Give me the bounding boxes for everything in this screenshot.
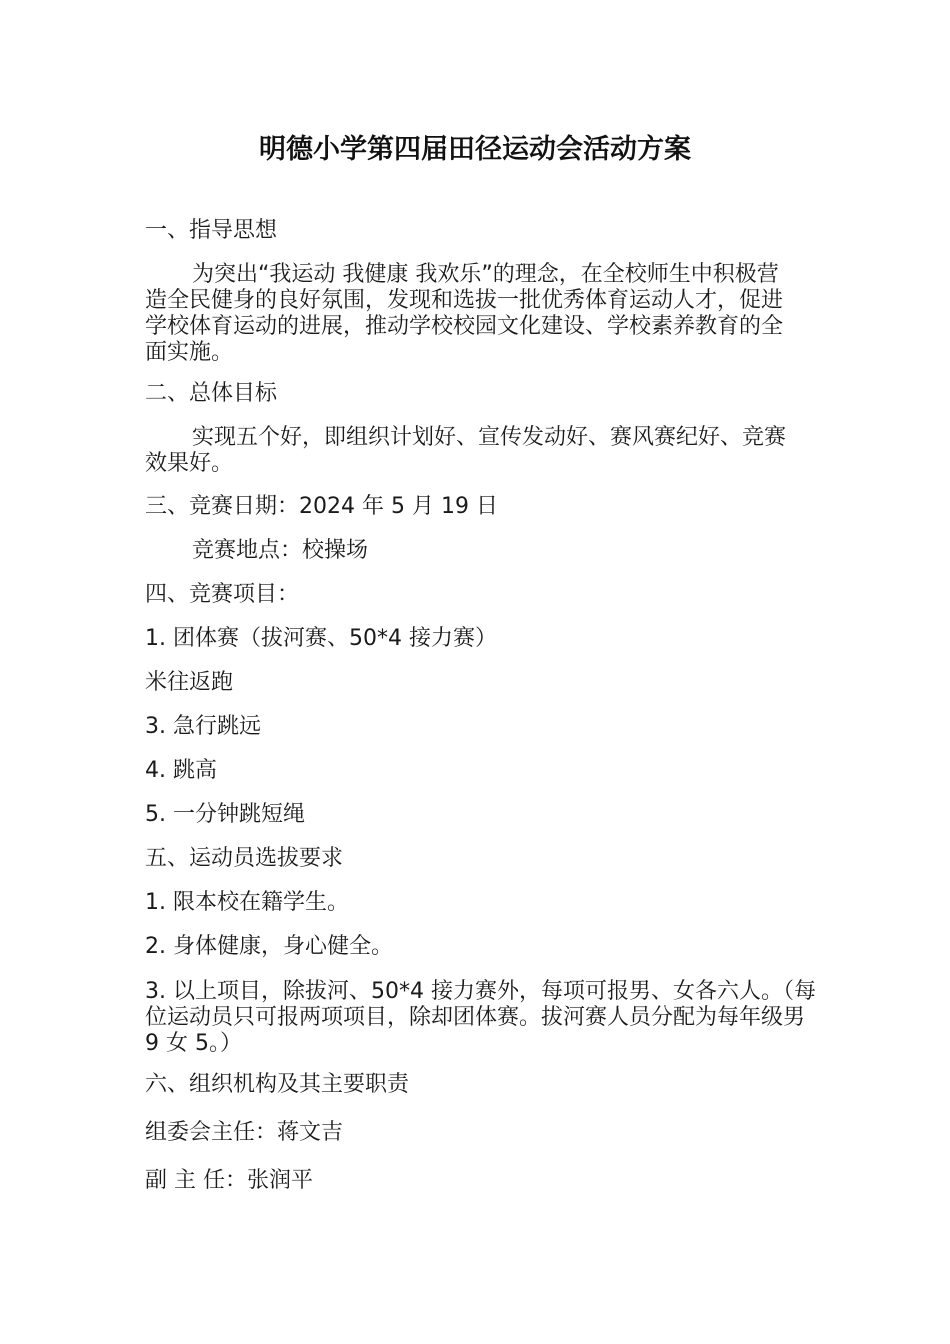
competition-venue: 竞赛地点：校操场 bbox=[192, 538, 369, 563]
event-item: 3. 急行跳远 bbox=[145, 714, 261, 739]
committee-chair: 组委会主任：蒋文吉 bbox=[145, 1120, 344, 1145]
section-heading-overall-goal: 二、总体目标 bbox=[145, 381, 278, 406]
section-body-guiding-ideology: 为突出“我运动 我健康 我欢乐”的理念，在全校师生中积极营造全民健身的良好氛围，发现和选拔一批优秀体育运动人才，促进学校体育运动的进展，推动学校校园文化建设、学校素养教育的全面实施。 bbox=[145, 262, 784, 365]
selection-item: 2. 身体健康，身心健全。 bbox=[145, 934, 393, 959]
event-item: 4. 跳高 bbox=[145, 758, 217, 783]
event-item: 米往返跑 bbox=[145, 670, 234, 695]
section-body-overall-goal: 实现五个好，即组织计划好、宣传发动好、赛风赛纪好、竞赛效果好。 bbox=[145, 425, 787, 476]
event-item: 5. 一分钟跳短绳 bbox=[145, 802, 305, 827]
event-item: 1. 团体赛（拔河赛、50*4 接力赛） bbox=[145, 626, 497, 651]
section-heading-selection: 五、运动员选拔要求 bbox=[145, 846, 344, 871]
selection-item: 3. 以上项目，除拔河、50*4 接力赛外，每项可报男、女各六人。（每位运动员只可报两项项目，除却团体赛。拔河赛人员分配为每年级男 9 女 5。） bbox=[145, 979, 816, 1056]
document-title: 明德小学第四届田径运动会活动方案 bbox=[259, 134, 691, 165]
section-heading-guiding-ideology: 一、指导思想 bbox=[145, 218, 278, 243]
selection-item: 1. 限本校在籍学生。 bbox=[145, 890, 349, 915]
section-heading-date: 三、竞赛日期：2024 年 5 月 19 日 bbox=[145, 494, 498, 519]
committee-vice-chair: 副 主 任：张润平 bbox=[145, 1168, 313, 1193]
section-heading-events: 四、竞赛项目： bbox=[145, 582, 300, 607]
section-heading-organization: 六、组织机构及其主要职责 bbox=[145, 1072, 410, 1097]
